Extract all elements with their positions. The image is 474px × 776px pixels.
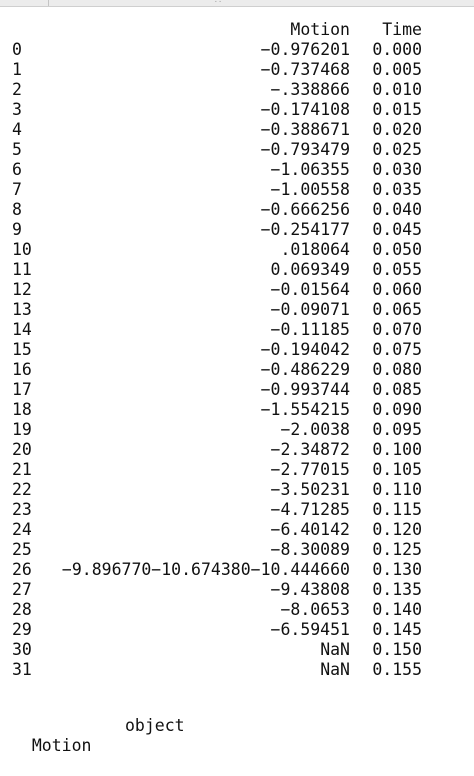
table-row [0, 580, 474, 600]
resize-handle-icon[interactable]: ·· [213, 0, 223, 6]
table-row [0, 340, 474, 360]
time-cell: 0.110 [372, 480, 422, 499]
table-row [0, 200, 474, 220]
motion-cell: −2.77015 [270, 460, 350, 479]
time-cell: 0.115 [372, 500, 422, 519]
column-header-motion: Motion [290, 20, 350, 39]
motion-cell: −0.01564 [270, 280, 350, 299]
table-row [0, 660, 474, 680]
series-info [12, 716, 185, 776]
time-cell: 0.085 [372, 380, 422, 399]
time-cell: 0.125 [372, 540, 422, 559]
motion-cell: −2.34872 [270, 440, 350, 459]
motion-cell: −8.30089 [270, 540, 350, 559]
table-row [0, 460, 474, 480]
dataframe-output [0, 20, 474, 680]
motion-cell: −8.0653 [280, 600, 350, 619]
motion-cell: −0.388671 [260, 120, 350, 139]
motion-cell: −0.09071 [270, 300, 350, 319]
row-index: 22 [12, 480, 32, 499]
motion-cell: −9.896770−10.674380−10.444660 [61, 560, 350, 579]
time-cell: 0.055 [372, 260, 422, 279]
time-cell: 0.105 [372, 460, 422, 479]
time-cell: 0.040 [372, 200, 422, 219]
row-index: 9 [12, 220, 22, 239]
row-index: 0 [12, 40, 22, 59]
motion-cell: −4.71285 [270, 500, 350, 519]
series-dtype: object [125, 716, 185, 735]
table-row [0, 240, 474, 260]
table-row [0, 420, 474, 440]
time-cell: 0.090 [372, 400, 422, 419]
row-index: 18 [12, 400, 32, 419]
row-index: 16 [12, 360, 32, 379]
motion-cell: NaN [320, 640, 350, 659]
row-index: 26 [12, 560, 32, 579]
time-cell: 0.060 [372, 280, 422, 299]
table-row [0, 360, 474, 380]
table-row [0, 440, 474, 460]
row-index: 19 [12, 420, 32, 439]
table-row [0, 60, 474, 80]
table-row [0, 100, 474, 120]
row-index: 12 [12, 280, 32, 299]
time-cell: 0.005 [372, 60, 422, 79]
time-cell: 0.020 [372, 120, 422, 139]
motion-cell: −9.43808 [270, 580, 350, 599]
motion-cell: −0.666256 [260, 200, 350, 219]
motion-cell: NaN [320, 660, 350, 679]
motion-cell: −0.194042 [260, 340, 350, 359]
row-index: 29 [12, 620, 32, 639]
time-cell: 0.095 [372, 420, 422, 439]
motion-cell: −6.40142 [270, 520, 350, 539]
row-index: 2 [12, 80, 22, 99]
window-top-edge [0, 0, 474, 7]
time-cell: 0.050 [372, 240, 422, 259]
row-index: 8 [12, 200, 22, 219]
row-index: 25 [12, 540, 32, 559]
motion-cell: −1.06355 [270, 160, 350, 179]
row-index: 20 [12, 440, 32, 459]
table-row [0, 220, 474, 240]
row-index: 7 [12, 180, 22, 199]
table-row [0, 40, 474, 60]
row-index: 21 [12, 460, 32, 479]
time-cell: 0.145 [372, 620, 422, 639]
motion-cell: −0.976201 [260, 40, 350, 59]
motion-cell: −1.00558 [270, 180, 350, 199]
series-name: Motion [31, 736, 92, 755]
row-index: 27 [12, 580, 32, 599]
time-cell: 0.120 [372, 520, 422, 539]
row-index: 17 [12, 380, 32, 399]
row-index: 5 [12, 140, 22, 159]
time-cell: 0.135 [372, 580, 422, 599]
time-cell: 0.045 [372, 220, 422, 239]
table-row [0, 260, 474, 280]
table-row [0, 120, 474, 140]
row-index: 23 [12, 500, 32, 519]
row-index: 14 [12, 320, 32, 339]
table-row [0, 400, 474, 420]
motion-cell: −3.50231 [270, 480, 350, 499]
time-cell: 0.155 [372, 660, 422, 679]
column-header-time: Time [382, 20, 422, 39]
row-index: 13 [12, 300, 32, 319]
row-index: 4 [12, 120, 22, 139]
table-row [0, 520, 474, 540]
time-cell: 0.070 [372, 320, 422, 339]
motion-cell: −0.793479 [260, 140, 350, 159]
row-index: 3 [12, 100, 22, 119]
time-cell: 0.010 [372, 80, 422, 99]
table-row [0, 80, 474, 100]
table-row [0, 540, 474, 560]
table-row [0, 280, 474, 300]
time-cell: 0.015 [372, 100, 422, 119]
table-row [0, 500, 474, 520]
motion-cell: −.338866 [270, 80, 350, 99]
table-row [0, 640, 474, 660]
table-row [0, 380, 474, 400]
table-row [0, 560, 474, 580]
row-index: 10 [12, 240, 32, 259]
time-cell: 0.140 [372, 600, 422, 619]
time-cell: 0.025 [372, 140, 422, 159]
motion-cell: −1.554215 [260, 400, 350, 419]
time-cell: 0.080 [372, 360, 422, 379]
table-row [0, 600, 474, 620]
table-row [0, 320, 474, 340]
motion-cell: −0.993744 [260, 380, 350, 399]
table-row [0, 300, 474, 320]
table-row [0, 480, 474, 500]
table-row [0, 140, 474, 160]
time-cell: 0.035 [372, 180, 422, 199]
motion-cell: −0.174108 [260, 100, 350, 119]
time-cell: 0.150 [372, 640, 422, 659]
table-row [0, 180, 474, 200]
time-cell: 0.065 [372, 300, 422, 319]
row-index: 1 [12, 60, 22, 79]
motion-cell: −0.11185 [270, 320, 350, 339]
time-cell: 0.075 [372, 340, 422, 359]
motion-cell: −0.737468 [260, 60, 350, 79]
table-header-row [0, 20, 474, 40]
motion-cell: −6.59451 [270, 620, 350, 639]
row-index: 11 [12, 260, 32, 279]
time-cell: 0.000 [372, 40, 422, 59]
motion-cell: −0.486229 [260, 360, 350, 379]
table-row [0, 160, 474, 180]
row-index: 15 [12, 340, 32, 359]
motion-cell: −0.254177 [260, 220, 350, 239]
row-index: 28 [12, 600, 32, 619]
time-cell: 0.030 [372, 160, 422, 179]
row-index: 31 [12, 660, 32, 679]
row-index: 24 [12, 520, 32, 539]
table-row [0, 620, 474, 640]
motion-cell: 0.069349 [270, 260, 350, 279]
motion-cell: −2.0038 [280, 420, 350, 439]
time-cell: 0.100 [372, 440, 422, 459]
panel-divider [48, 0, 49, 6]
row-index: 30 [12, 640, 32, 659]
motion-cell: .018064 [280, 240, 350, 259]
time-cell: 0.130 [372, 560, 422, 579]
row-index: 6 [12, 160, 22, 179]
